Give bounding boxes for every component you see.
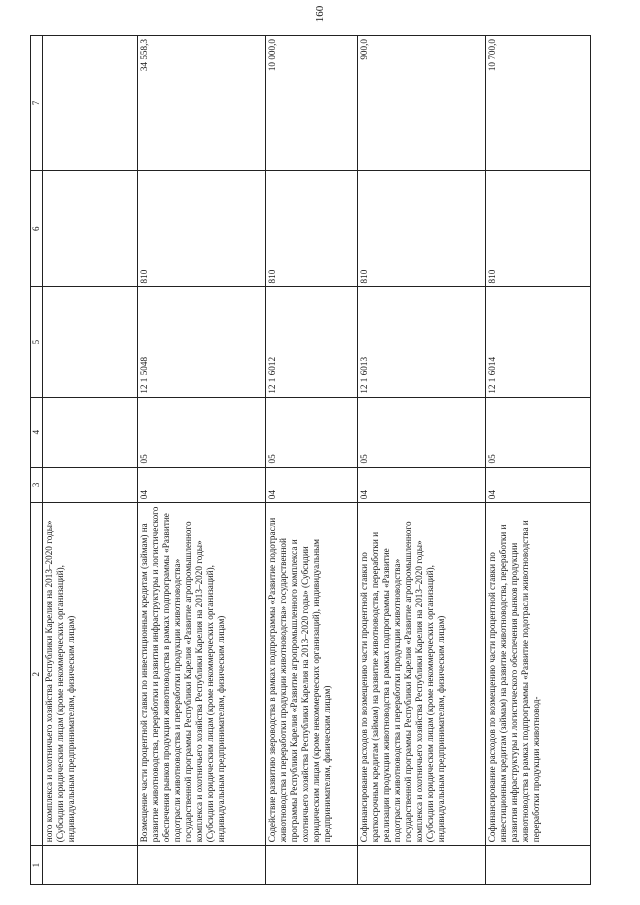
budget-table (30, 35, 591, 885)
cell-description: ного комплекса и охотничьего хозяйства Республики Карелия на 2013–2020 годы» (Субсидии юридическим лицам (кроме некоммерческих организаций), индивидуальным предпринимателям, физическим лицам) (43, 503, 138, 846)
cell-subsection (43, 397, 138, 467)
table-row (266, 36, 358, 885)
header-col-4: 4 (31, 397, 43, 467)
cell-section: 04 (266, 467, 358, 503)
cell-description: Содействие развитию звероводства в рамках подпрограммы «Развитие подотрасли животноводства и переработки продукции животноводства» государственной программы Республики Карелия «Развитие агропромышленного комплекса и охотничьего хозяйства Республики Карелия на 2013–2020 годы» (Субсидии юридическим лицам (кроме некоммерческих организаций), индивидуальным предпринимателям, физическим лицам) (266, 503, 358, 846)
cell-target-article: 12 1 5048 (138, 287, 266, 397)
cell-target-article: 12 1 6012 (266, 287, 358, 397)
cell-target-article: 12 1 6014 (486, 287, 591, 397)
table-row (358, 36, 486, 885)
column-number-row (31, 36, 43, 885)
cell-expense-type: 810 (486, 171, 591, 287)
header-col-3: 3 (31, 467, 43, 503)
cell-amount: 900,0 (358, 36, 486, 171)
cell-subsection: 05 (266, 397, 358, 467)
cell-amount: 10 000,0 (266, 36, 358, 171)
cell-subsection: 05 (138, 397, 266, 467)
header-col-1: 1 (31, 846, 43, 885)
cell-subsection: 05 (486, 397, 591, 467)
cell-number (486, 846, 591, 885)
header-col-7: 7 (31, 36, 43, 171)
table-row (138, 36, 266, 885)
cell-expense-type: 810 (358, 171, 486, 287)
cell-number (138, 846, 266, 885)
cell-description: Возмещение части процентной ставки по инвестиционным кредитам (займам) на развитие животноводства, переработки и развития инфраструктуры и логистического обеспечения рынков продукции животноводства в рамках подпрограммы «Развитие подотрасли животноводства и переработки продукции животноводства» государственной программы Республики Карелия «Развитие агропромышленного комплекса и охотничьего хозяйства Республики Карелия на 2013–2020 годы» (Субсидии юридическим лицам (кроме некоммерческих организаций), индивидуальным предпринимателям, физическим лицам) (138, 503, 266, 846)
cell-description: Софинансирование расходов по возмещению части процентной ставки по инвестиционным кредитам (займам) на развитие животноводства, переработки и развития инфраструктуры и логистического обеспечения рынков продукции животноводства в рамках подпрограммы «Развитие подотрасли животноводства и переработки продукции животновод- (486, 503, 591, 846)
cell-target-article: 12 1 6013 (358, 287, 486, 397)
header-col-2: 2 (31, 503, 43, 846)
rotated-page-inner (30, 35, 590, 885)
table-row (43, 36, 138, 885)
cell-section: 04 (138, 467, 266, 503)
rotated-page (30, 35, 590, 885)
cell-expense-type (43, 171, 138, 287)
cell-section (43, 467, 138, 503)
cell-number (266, 846, 358, 885)
cell-target-article (43, 287, 138, 397)
cell-amount: 10 700,0 (486, 36, 591, 171)
header-col-6: 6 (31, 171, 43, 287)
cell-description: Софинансирование расходов по возмещению части процентной ставки по краткосрочным кредитам (займам) на развитие животноводства, переработки и реализации продукции животноводства в рамках подпрограммы «Развитие подотрасли животноводства и переработки продукции животноводства» государственной программы Республики Карелия «Развитие агропромышленного комплекса и охотничьего хозяйства Республики Карелия на 2013–2020 годы» (Субсидии юридическим лицам (кроме некоммерческих организаций), индивидуальным предпринимателям, физическим лицам) (358, 503, 486, 846)
cell-number (43, 846, 138, 885)
cell-subsection: 05 (358, 397, 486, 467)
cell-expense-type: 810 (266, 171, 358, 287)
table-row (486, 36, 591, 885)
header-col-5: 5 (31, 287, 43, 397)
page-number: 160 (314, 5, 326, 23)
cell-amount: 34 558,3 (138, 36, 266, 171)
cell-number (358, 846, 486, 885)
cell-amount (43, 36, 138, 171)
cell-section: 04 (358, 467, 486, 503)
cell-expense-type: 810 (138, 171, 266, 287)
cell-section: 04 (486, 467, 591, 503)
